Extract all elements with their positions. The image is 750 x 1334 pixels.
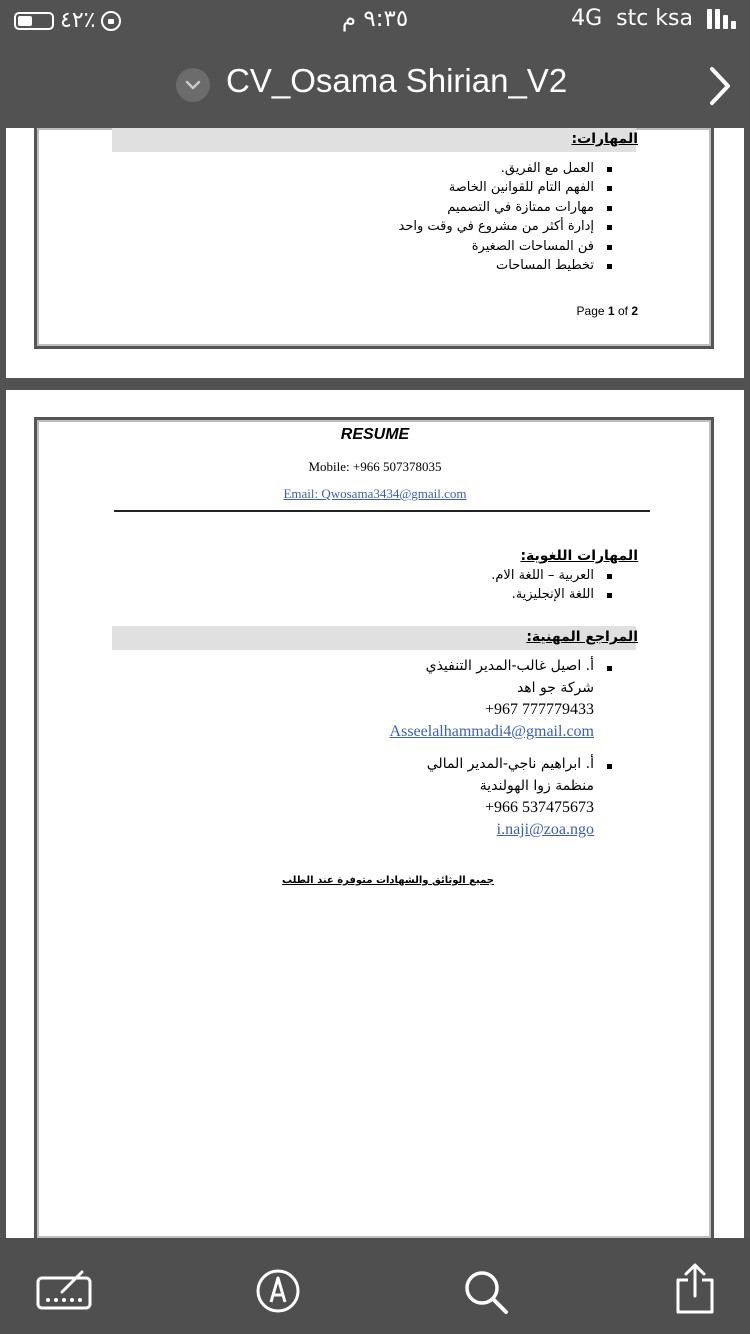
carrier-name: stc ksa <box>616 6 693 31</box>
skills-heading: المهارات: <box>571 131 638 147</box>
languages-list <box>214 568 594 607</box>
pdf-page-1 <box>6 128 744 378</box>
reference-email-link[interactable]: Asseelalhammadi4@gmail.com <box>389 723 594 740</box>
list-item: مهارات ممتازة في التصميم <box>214 200 594 219</box>
mobile-number: Mobile: +966 507378035 <box>308 459 442 474</box>
reference-item <box>194 756 594 839</box>
references-heading: المراجع المهنية: <box>526 629 638 645</box>
reference-name: أ. اصيل غالب-المدير التنفيذي <box>425 658 594 674</box>
list-item: العربية – اللغة الام. <box>214 568 594 587</box>
network-type: 4G <box>571 6 603 31</box>
nav-bar <box>0 44 750 128</box>
heading-shade <box>112 128 636 152</box>
signal-icon <box>707 9 736 29</box>
reference-item <box>194 658 594 741</box>
document-title: CV_Osama Shirian_V2 <box>226 62 568 99</box>
reference-org: منظمة زوا الهولندية <box>479 778 594 794</box>
divider <box>114 510 650 512</box>
search-icon[interactable] <box>462 1268 510 1320</box>
keyboard-icon[interactable] <box>36 1270 92 1314</box>
status-bar <box>0 0 750 44</box>
reference-org: شركة جو اهد <box>516 680 594 696</box>
share-icon[interactable] <box>674 1262 716 1318</box>
next-button[interactable] <box>708 66 732 110</box>
page-number: Page 1 of 2 <box>576 304 638 318</box>
bottom-toolbar <box>0 1238 750 1334</box>
markup-icon[interactable] <box>255 1268 301 1318</box>
status-time: ٩:٣٥ م <box>341 6 409 32</box>
battery-percent: ٤٢٪ <box>60 8 96 33</box>
list-item: العمل مع الفريق. <box>214 161 594 180</box>
list-item: الفهم التام للقوانين الخاصة <box>214 180 594 199</box>
chevron-right-icon <box>708 66 732 106</box>
languages-heading: المهارات اللغوية: <box>520 548 638 564</box>
list-item: تخطيط المساحات <box>214 258 594 277</box>
reference-name: أ. ابراهيم ناجي-المدير المالي <box>426 756 594 772</box>
status-right <box>571 6 736 31</box>
documents-note: جميع الوثائق والشهادات متوفرة عند الطلب <box>282 875 494 886</box>
reference-phone: +966 537475673 <box>484 799 594 816</box>
list-item: اللغة الإنجليزية. <box>214 587 594 606</box>
list-item: إدارة أكثر من مشروع في وقت واحد <box>214 219 594 238</box>
skills-list <box>214 161 594 277</box>
pdf-page-2 <box>6 390 744 1238</box>
list-item: فن المساحات الصغيرة <box>214 239 594 258</box>
resume-title: RESUME <box>340 426 410 443</box>
email-link[interactable]: Email: Qwosama3434@gmail.com <box>283 486 467 501</box>
reference-email-link[interactable]: i.naji@zoa.ngo <box>496 821 594 838</box>
title-menu-button[interactable] <box>176 68 210 102</box>
reference-phone: +967 777779433 <box>484 701 594 718</box>
chevron-down-icon <box>185 79 201 91</box>
